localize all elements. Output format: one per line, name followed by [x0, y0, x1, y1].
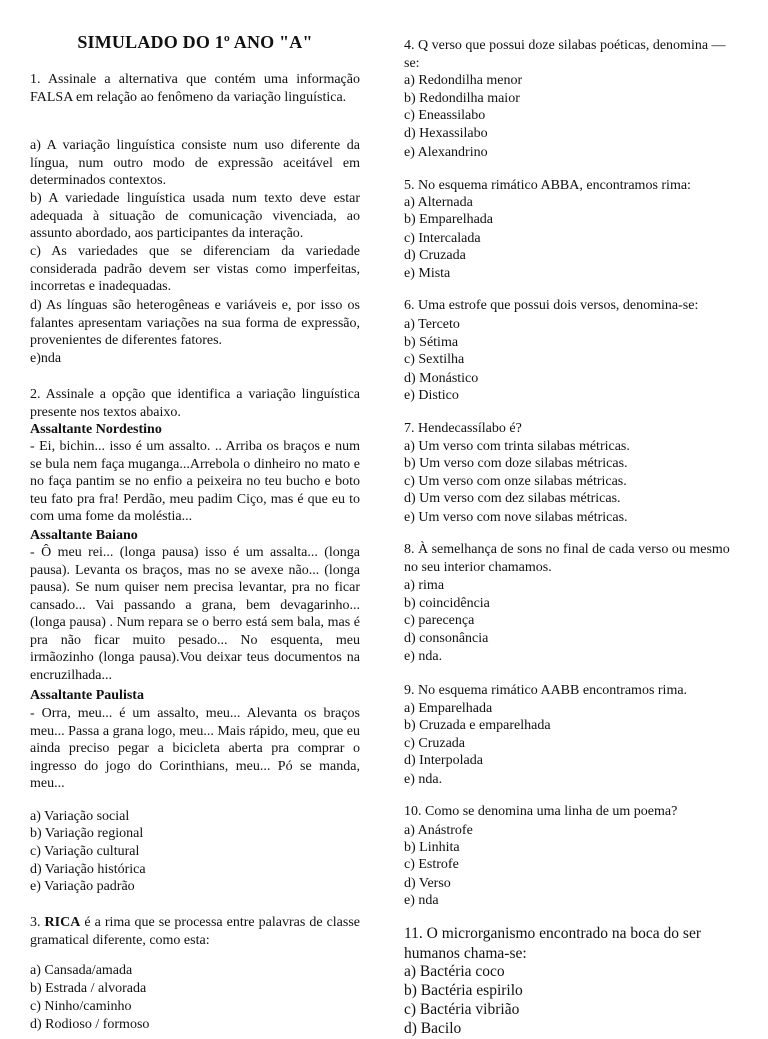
question-2-option-a: a) Variação social [30, 809, 130, 824]
question-2-stem: 2. Assinale a opção que identifica a variação linguística presente nos textos abaixo. [30, 387, 360, 420]
question-7-option-c: c) Um verso com onze silabas métricas. [404, 474, 627, 489]
question-3-option-d: d) Rodioso / formoso [30, 1017, 150, 1032]
question-1-stem: 1. Assinale a alternativa que contém uma informação FALSA em relação ao fenômeno da variação linguística. [30, 72, 360, 105]
question-10-option-d: d) Verso [404, 876, 451, 891]
question-6-option-b: b) Sétima [404, 335, 459, 350]
question-10-stem: 10. Como se denomina uma linha de um poema? [404, 804, 678, 819]
question-8-option-a: a) rima [404, 578, 445, 593]
question-9-option-b: b) Cruzada e emparelhada [404, 718, 551, 733]
question-4-option-e: e) Alexandrino [404, 145, 488, 160]
question-11-stem: 11. O microrganismo encontrado na boca do ser humanos chama-se: [404, 925, 701, 962]
question-4-option-d: d) Hexassilabo [404, 126, 488, 141]
question-9-option-a: a) Emparelhada [404, 701, 493, 716]
question-8-option-e: e) nda. [404, 649, 443, 664]
question-9-option-c: c) Cruzada [404, 736, 466, 751]
question-7-stem: 7. Hendecassílabo é? [404, 421, 522, 436]
question-11-option-d: d) Bacilo [404, 1020, 462, 1037]
question-4-stem: 4. Q verso que possui doze silabas poéticas, denomina — se: [404, 38, 726, 71]
question-5-option-d: d) Cruzada [404, 248, 466, 263]
question-6-option-c: c) Sextilha [404, 352, 465, 367]
question-5-option-e: e) Mista [404, 266, 451, 281]
question-8-option-d: d) consonância [404, 631, 489, 646]
question-4-option-c: c) Eneassilabo [404, 108, 486, 123]
question-1-option-a: a) A variação linguística consiste num uso diferente da língua, num outro modo de expressão aceitável em determinados contextos. [30, 138, 360, 188]
question-11-option-b: b) Bactéria espirilo [404, 982, 523, 999]
question-3-option-b: b) Estrada / alvorada [30, 981, 147, 996]
question-1-option-b: b) A variedade linguística usada num texto deve estar adequada à situação de comunicação vivenciada, ao assunto abordado, aos participantes da interação. [30, 191, 360, 241]
question-2-text-heading: Assaltante Baiano [30, 528, 138, 543]
question-2-text-body: - Ei, bichin... isso é um assalto. .. Arriba os braços e num se bula nem faça muganga...Arrebola o dinheiro no mato e no faça pantim se no enfio a peixeira no teu bucho e boto teu fato pra fra! Perdão, meu padim Ciço, mas é que eu to com uma fome da moléstia... [30, 439, 360, 524]
question-7-option-b: b) Um verso com doze silabas métricas. [404, 456, 628, 471]
question-8-option-b: b) coincidência [404, 596, 490, 611]
question-7-option-d: d) Um verso com dez silabas métricas. [404, 491, 621, 506]
question-4-option-b: b) Redondilha maior [404, 91, 520, 106]
question-7-option-e: e) Um verso com nove silabas métricas. [404, 510, 628, 525]
page-title: SIMULADO DO 1º ANO "A" [77, 32, 313, 52]
question-2-text-body: - Ô meu rei... (longa pausa) isso é um assalta... (longa pausa). Levanta os braços, mas no se avexe não... (longa pausa). Se num quiser nem precisa levantar, pra no ficar cansado... Vai passando a grana, bem devagarinho... (longa pausa) . Num repara se o berro está sem bala, mas é pra não ficar muito pesado... No esquenta, meu irmãozinho (longa pausa).Vou deixar teus documentos na encruzilhada... [30, 545, 360, 683]
question-3-option-c: c) Ninho/caminho [30, 999, 132, 1014]
question-4-option-a: a) Redondilha menor [404, 73, 523, 88]
question-10-option-a: a) Anástrofe [404, 823, 473, 838]
question-3-stem-text: é a rima que se processa entre palavras de classe gramatical diferente, como esta: [30, 915, 361, 948]
question-3-keyword: RICA [44, 915, 81, 930]
question-2-option-e: e) Variação padrão [30, 879, 135, 894]
question-8-stem: 8. À semelhança de sons no final de cada verso ou mesmo no seu interior chamamos. [404, 542, 730, 575]
question-3-number: 3. [30, 915, 45, 930]
question-9-option-e: e) nda. [404, 772, 443, 787]
question-2-text-heading: Assaltante Nordestino [30, 422, 162, 437]
question-5-option-b: b) Emparelhada [404, 212, 494, 227]
question-2-option-b: b) Variação regional [30, 826, 144, 841]
question-11-option-a: a) Bactéria coco [404, 963, 505, 980]
question-6-option-d: d) Monástico [404, 371, 479, 386]
question-2-text-heading: Assaltante Paulista [30, 688, 144, 703]
question-5-option-c: c) Intercalada [404, 231, 481, 246]
question-5-option-a: a) Alternada [404, 195, 473, 210]
question-7-option-a: a) Um verso com trinta silabas métricas. [404, 439, 630, 454]
question-9-stem: 9. No esquema rimático AABB encontramos rima. [404, 683, 688, 698]
question-1-option-c: c) As variedades que se diferenciam da variedade considerada padrão devem ser vistas como imperfeitas, incorretas e inadequadas. [30, 244, 360, 294]
question-6-option-a: a) Terceto [404, 317, 460, 332]
question-3-option-a: a) Cansada/amada [30, 963, 133, 978]
question-10-option-c: c) Estrofe [404, 857, 459, 872]
question-2-option-d: d) Variação histórica [30, 862, 146, 877]
question-8-option-c: c) parecença [404, 613, 475, 628]
question-2-option-c: c) Variação cultural [30, 844, 140, 859]
question-6-stem: 6. Uma estrofe que possui dois versos, denomina-se: [404, 298, 699, 313]
question-9-option-d: d) Interpolada [404, 753, 483, 768]
question-1-option-e: e)nda [30, 351, 62, 366]
question-2-text-body: - Orra, meu... é um assalto, meu... Alevanta os braços meu... Passa a grana logo, meu... Mais rápido, meu, que eu ainda preciso pegar a bicicleta aberta pra comprar o ingresso do jogo do Corinthians, meu... Pó se manda, meu... [30, 706, 360, 791]
question-1-option-d: d) As línguas são heterogêneas e variáveis e, por isso os falantes apresentam variações na sua forma de expressão, provenientes de diferentes fatores. [30, 298, 360, 348]
question-6-option-e: e) Distico [404, 388, 459, 403]
question-10-option-b: b) Linhita [404, 840, 460, 855]
question-10-option-e: e) nda [404, 893, 439, 908]
question-5-stem: 5. No esquema rimático ABBA, encontramos rima: [404, 178, 691, 193]
question-11-option-c: c) Bactéria vibrião [404, 1001, 520, 1018]
question-3-stem [30, 914, 360, 949]
